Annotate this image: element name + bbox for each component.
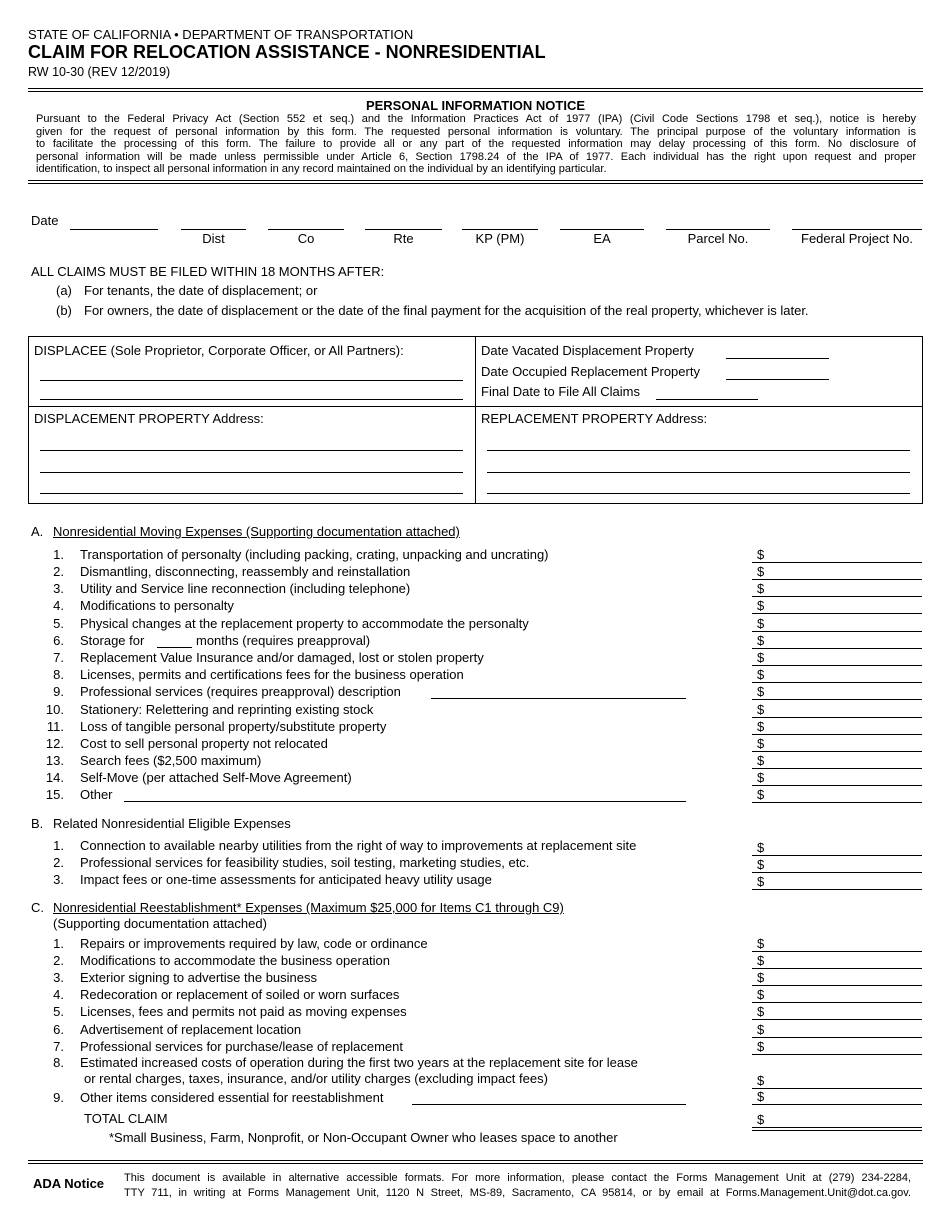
ada-line-1: This document is available in alternative accessible formats. For more information, please contact the Forms Management Unit at (279) 234-2284,: [124, 1172, 911, 1184]
total-dollar-sign: $: [757, 1112, 765, 1127]
amount-field[interactable]: [752, 1088, 922, 1089]
item-label: Cost to sell personal property not relocated: [80, 736, 328, 751]
amount-field[interactable]: [752, 768, 922, 769]
dollar-sign: $: [757, 874, 765, 889]
dollar-sign: $: [757, 840, 765, 855]
dollar-sign: $: [757, 736, 765, 751]
kp-label: KP (PM): [475, 231, 525, 246]
privacy-rule-bottom-2: [28, 183, 923, 184]
total-claim-field[interactable]: [752, 1127, 922, 1128]
item-number: 6.: [53, 633, 64, 648]
form-number: RW 10-30 (REV 12/2019): [28, 65, 171, 79]
item-number: 4.: [53, 598, 64, 613]
amount-field[interactable]: [752, 968, 922, 969]
amount-field[interactable]: [752, 785, 922, 786]
ada-rule: [28, 1160, 923, 1161]
replacement-address-line-2[interactable]: [487, 472, 910, 473]
displacee-label: DISPLACEE (Sole Proprietor, Corporate Officer, or All Partners):: [34, 343, 404, 358]
ea-label: EA: [593, 231, 611, 246]
other-reestablishment-description-field[interactable]: [412, 1104, 686, 1105]
amount-field[interactable]: [752, 1019, 922, 1020]
item-number: 3.: [53, 872, 64, 887]
item-number: 4.: [53, 987, 64, 1002]
item-number: 9.: [53, 1090, 64, 1105]
amount-field[interactable]: [752, 665, 922, 666]
item-number: 1.: [53, 936, 64, 951]
agency-line: STATE OF CALIFORNIA • DEPARTMENT OF TRANSPORTATION: [28, 27, 414, 42]
parcel-field[interactable]: [666, 229, 770, 230]
dollar-sign: $: [757, 719, 765, 734]
item-number: 10.: [45, 702, 64, 717]
dollar-sign: $: [757, 633, 765, 648]
section-c-letter: C.: [31, 900, 44, 915]
displacement-address-label: DISPLACEMENT PROPERTY Address:: [34, 411, 264, 426]
dollar-sign: $: [757, 667, 765, 682]
federal-project-label: Federal Project No.: [801, 231, 913, 246]
item-label: Self-Move (per attached Self-Move Agreement): [80, 770, 352, 785]
dollar-sign: $: [757, 684, 765, 699]
final-date-label: Final Date to File All Claims: [481, 384, 640, 399]
ada-text: [124, 1171, 911, 1201]
item-label: Replacement Value Insurance and/or damaged, lost or stolen property: [80, 650, 484, 665]
dollar-sign: $: [757, 936, 765, 951]
ea-field[interactable]: [560, 229, 644, 230]
item-label: Advertisement of replacement location: [80, 1022, 302, 1037]
amount-field[interactable]: [752, 855, 922, 856]
filing-text-b: For owners, the date of displacement or the date of the final payment for the acquisition of the real property, whichever is later.: [84, 303, 809, 318]
item-number: 1.: [53, 838, 64, 853]
item-label: Estimated increased costs of operation during the first two years at the replacement site for lease: [80, 1055, 638, 1070]
item-label: Other: [80, 787, 113, 802]
item-label: Professional services (requires preapproval) description: [80, 684, 401, 699]
grid-divider-vertical: [475, 336, 476, 504]
item-number: 5.: [53, 1004, 64, 1019]
total-claim-label: TOTAL CLAIM: [84, 1111, 168, 1126]
item-label: Professional services for purchase/lease of replacement: [80, 1039, 403, 1054]
date-occupied-field[interactable]: [726, 379, 829, 380]
item-label: Other items considered essential for reestablishment: [80, 1090, 384, 1105]
item-label: Connection to available nearby utilities from the right of way to improvements at replacement site: [80, 838, 637, 853]
privacy-text: [36, 113, 916, 176]
professional-services-description-field[interactable]: [431, 698, 686, 699]
section-a-letter: A.: [31, 524, 44, 539]
section-b-title: Related Nonresidential Eligible Expenses: [53, 816, 291, 831]
item-number: 3.: [53, 970, 64, 985]
section-a-title: Nonresidential Moving Expenses (Supporting documentation attached): [53, 524, 460, 539]
item-number: 13.: [45, 753, 64, 768]
privacy-line: personal information will be made unless permissible under Article 6, Section 1798.24 of the IPA of 1977. Each individual has the right upon request and proper: [36, 150, 916, 163]
parcel-label: Parcel No.: [687, 231, 749, 246]
date-occupied-label: Date Occupied Replacement Property: [481, 364, 700, 379]
item-label: Physical changes at the replacement property to accommodate the personalty: [80, 616, 529, 631]
amount-field[interactable]: [752, 985, 922, 986]
date-label: Date: [31, 213, 59, 228]
filing-text-a: For tenants, the date of displacement; or: [84, 283, 318, 298]
item-label: Modifications to accommodate the business operation: [80, 953, 391, 968]
amount-field[interactable]: [752, 1054, 922, 1055]
item-label: Impact fees or one-time assessments for anticipated heavy utility usage: [80, 872, 492, 887]
amount-field[interactable]: [752, 648, 922, 649]
amount-field[interactable]: [752, 631, 922, 632]
rte-field[interactable]: [365, 229, 442, 230]
item-number: 2.: [53, 953, 64, 968]
item-label: Repairs or improvements required by law, code or ordinance: [80, 936, 428, 951]
dollar-sign: $: [757, 581, 765, 596]
privacy-rule-bottom: [28, 180, 923, 181]
privacy-line: given for the request of personal information by this form. The requested personal information is voluntary. The principal purpose of the voluntary information is: [36, 125, 916, 138]
filing-letter-a: (a): [56, 283, 72, 298]
other-expense-description-field[interactable]: [124, 801, 686, 802]
dollar-sign: $: [757, 547, 765, 562]
item-number: 7.: [53, 650, 64, 665]
date-vacated-field[interactable]: [726, 358, 829, 359]
kp-field[interactable]: [462, 229, 538, 230]
ada-line-2: TTY 711, in writing at Forms Management Unit, 1120 N Street, MS-89, Sacramento, CA 95814, or by email at Forms.Management.Unit@dot.ca.gov.: [124, 1187, 911, 1199]
dollar-sign: $: [757, 1004, 765, 1019]
item-number: 7.: [53, 1039, 64, 1054]
dollar-sign: $: [757, 970, 765, 985]
item-label: Redecoration or replacement of soiled or worn surfaces: [80, 987, 400, 1002]
item-number: 12.: [45, 736, 64, 751]
item-label: Loss of tangible personal property/substitute property: [80, 719, 387, 734]
replacement-address-label: REPLACEMENT PROPERTY Address:: [481, 411, 708, 426]
displacement-address-line-1[interactable]: [40, 450, 463, 451]
item-number: 14.: [45, 770, 64, 785]
ada-label: ADA Notice: [33, 1176, 105, 1191]
item-label: Utility and Service line reconnection (including telephone): [80, 581, 411, 596]
replacement-address-line-3[interactable]: [487, 493, 910, 494]
date-vacated-label: Date Vacated Displacement Property: [481, 343, 694, 358]
amount-field[interactable]: [752, 699, 922, 700]
date-field[interactable]: [70, 229, 158, 230]
item-label: Licenses, permits and certifications fees for the business operation: [80, 667, 464, 682]
item-number: 15.: [45, 787, 64, 802]
section-b-letter: B.: [31, 816, 44, 831]
filing-heading: ALL CLAIMS MUST BE FILED WITHIN 18 MONTHS AFTER:: [31, 264, 385, 279]
dollar-sign: $: [757, 770, 765, 785]
grid-divider-horizontal: [28, 406, 923, 407]
form-title: CLAIM FOR RELOCATION ASSISTANCE - NONRESIDENTIAL: [28, 42, 546, 62]
amount-field[interactable]: [752, 596, 922, 597]
displacee-line-2[interactable]: [40, 399, 463, 400]
displacee-line-1[interactable]: [40, 380, 463, 381]
displacement-address-line-3[interactable]: [40, 493, 463, 494]
item-number: 2.: [53, 855, 64, 870]
amount-field[interactable]: [752, 951, 922, 952]
dollar-sign: $: [757, 1022, 765, 1037]
section-c-title: Nonresidential Reestablishment* Expenses (Maximum $25,000 for Items C1 through C9): [53, 900, 564, 915]
storage-months-field[interactable]: [157, 647, 192, 648]
privacy-heading: PERSONAL INFORMATION NOTICE: [365, 98, 586, 113]
amount-field[interactable]: [752, 802, 922, 803]
privacy-line: identification, to inspect all personal information in any record maintained on the individual by an identifying particular.: [36, 163, 607, 175]
item-number: 3.: [53, 581, 64, 596]
dollar-sign: $: [757, 650, 765, 665]
dollar-sign: $: [757, 702, 765, 717]
item-number: 2.: [53, 564, 64, 579]
amount-field[interactable]: [752, 682, 922, 683]
section-c-subtitle: (Supporting documentation attached): [53, 916, 267, 931]
amount-field[interactable]: [752, 579, 922, 580]
amount-field[interactable]: [752, 1002, 922, 1003]
item-label: Professional services for feasibility studies, soil testing, marketing studies, etc.: [80, 855, 530, 870]
filing-letter-b: (b): [56, 303, 72, 318]
rte-label: Rte: [393, 231, 414, 246]
replacement-address-line-1[interactable]: [487, 450, 910, 451]
item-number: 6.: [53, 1022, 64, 1037]
total-claim-double-rule: [752, 1130, 922, 1131]
dollar-sign: $: [757, 564, 765, 579]
amount-field[interactable]: [752, 889, 922, 890]
dollar-sign: $: [757, 857, 765, 872]
displacement-address-line-2[interactable]: [40, 472, 463, 473]
ada-rule-2: [28, 1163, 923, 1164]
amount-field[interactable]: [752, 562, 922, 563]
privacy-line: to facilitate the processing of this form. The failure to provide all or any part of the requested information may delay processing of this form. No disclosure of: [36, 138, 916, 150]
amount-field[interactable]: [752, 1104, 922, 1105]
item-label: Search fees ($2,500 maximum): [80, 753, 262, 768]
item-number: 8.: [53, 667, 64, 682]
dollar-sign: $: [757, 1089, 765, 1104]
item-label: Licenses, fees and permits not paid as moving expenses: [80, 1004, 407, 1019]
amount-field[interactable]: [752, 734, 922, 735]
item-number: 11.: [46, 719, 64, 734]
amount-field[interactable]: [752, 717, 922, 718]
item-number: 1.: [53, 547, 64, 562]
amount-field[interactable]: [752, 751, 922, 752]
item-label: Exterior signing to advertise the business: [80, 970, 318, 985]
item-label: Transportation of personalty (including packing, crating, unpacking and uncrating): [80, 547, 549, 562]
dollar-sign: $: [757, 598, 765, 613]
dist-field[interactable]: [181, 229, 246, 230]
dollar-sign: $: [757, 953, 765, 968]
dollar-sign: $: [757, 1073, 765, 1088]
co-field[interactable]: [268, 229, 344, 230]
item-label: Storage for: [80, 633, 145, 648]
amount-field[interactable]: [752, 613, 922, 614]
dollar-sign: $: [757, 787, 765, 802]
item-label-continued: months (requires preapproval): [196, 633, 371, 648]
final-date-field[interactable]: [656, 399, 758, 400]
item-label-continued: or rental charges, taxes, insurance, and/or utility charges (excluding impact fees): [84, 1071, 548, 1086]
amount-field[interactable]: [752, 872, 922, 873]
dollar-sign: $: [757, 753, 765, 768]
privacy-rule-top-2: [28, 91, 923, 92]
dollar-sign: $: [757, 616, 765, 631]
item-label: Dismantling, disconnecting, reassembly and reinstallation: [80, 564, 411, 579]
item-number: 5.: [53, 616, 64, 631]
dollar-sign: $: [757, 987, 765, 1002]
item-number: 8.: [53, 1055, 64, 1070]
privacy-rule-top: [28, 88, 923, 89]
footnote: *Small Business, Farm, Nonprofit, or Non-Occupant Owner who leases space to another: [109, 1130, 618, 1145]
federal-project-field[interactable]: [792, 229, 922, 230]
item-number: 9.: [53, 684, 64, 699]
item-label: Stationery: Relettering and reprinting existing stock: [80, 702, 374, 717]
item-label: Modifications to personalty: [80, 598, 234, 613]
privacy-line: Pursuant to the Federal Privacy Act (Section 552 et seq.) and the Information Practices Act of 1977 (IPA) (Civil Code Sections 1798 et seq.), notice is hereby: [36, 113, 916, 125]
co-label: Co: [297, 231, 315, 246]
amount-field[interactable]: [752, 1037, 922, 1038]
dollar-sign: $: [757, 1039, 765, 1054]
dist-label: Dist: [202, 231, 225, 246]
